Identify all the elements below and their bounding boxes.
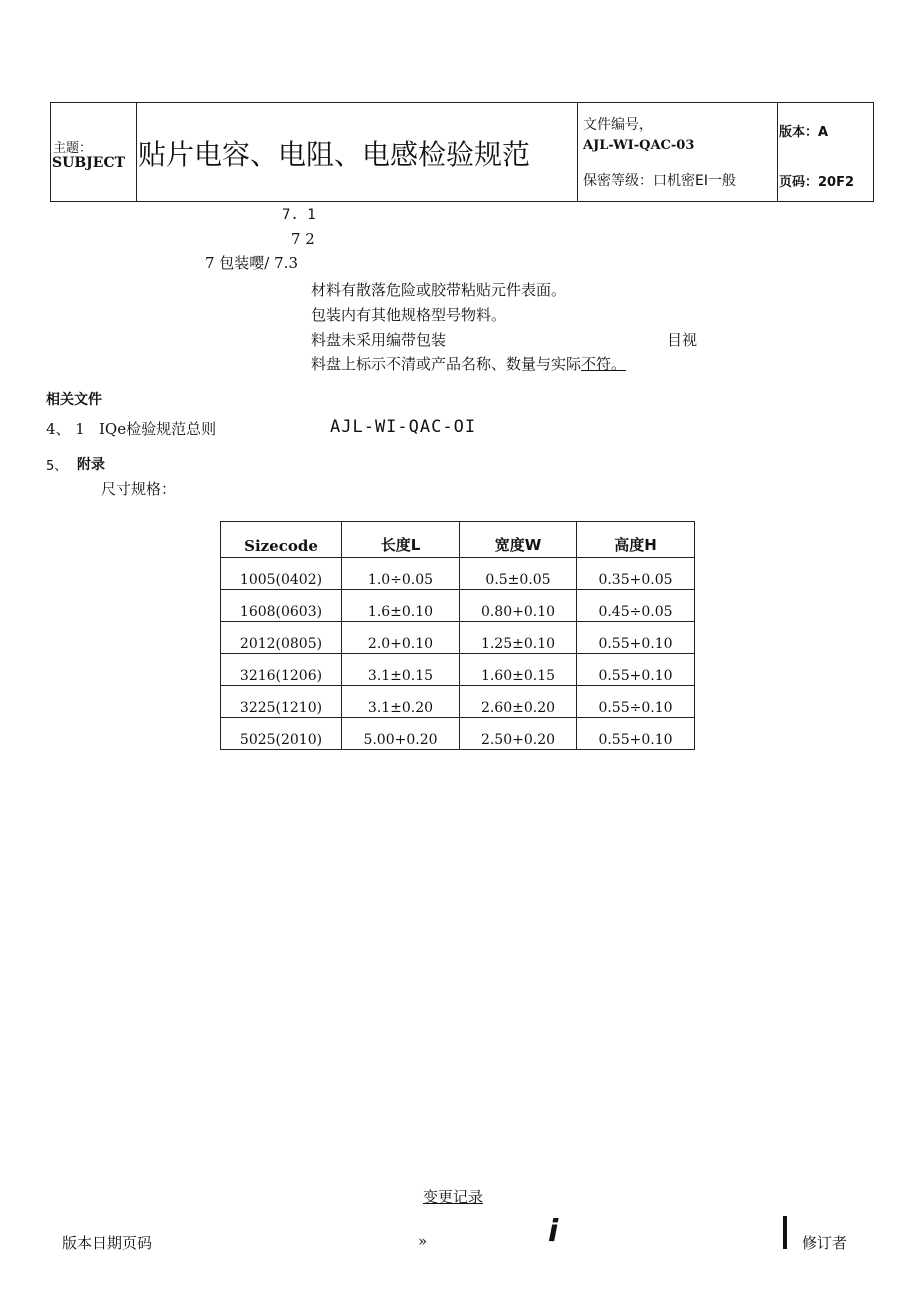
doc-number: AJL-WI-QAC-03: [583, 138, 695, 153]
cell: 1608(0603): [221, 590, 342, 622]
cell: 0.45÷0.05: [577, 590, 695, 622]
table-row: [221, 590, 695, 622]
cell: 3.1±0.15: [342, 654, 460, 686]
cell: 0.55÷0.10: [577, 686, 695, 718]
cell: 2.0+0.10: [342, 622, 460, 654]
footer-reviser: 修订者: [802, 1234, 848, 1252]
size-spec-table: [220, 521, 695, 750]
version: 版本：A: [779, 125, 829, 140]
cell: 0.35+0.05: [577, 558, 695, 590]
cell: 1.25±0.10: [460, 622, 577, 654]
footer-mark: »: [418, 1232, 428, 1250]
footer-version-date-page: 版本日期页码: [62, 1234, 153, 1252]
appendix-sub: 尺寸规格：: [101, 480, 177, 498]
appendix-number: 5、: [46, 459, 68, 474]
cell: 1.60±0.15: [460, 654, 577, 686]
defect-line-4-tail: 不符。: [581, 355, 627, 373]
footer-glyph: i: [548, 1214, 559, 1249]
footer-bar: [783, 1216, 787, 1249]
related-code: AJL-WI-QAC-OI: [330, 417, 477, 437]
change-log-title: 变更记录: [423, 1188, 484, 1206]
defect-line-1: 材料有散落危险或胶带粘贴元件表面。: [311, 281, 567, 299]
header-divider: [577, 103, 578, 201]
table-row: [221, 686, 695, 718]
defect-line-4: [311, 353, 626, 374]
doc-number-label: 文件编号，: [583, 117, 653, 133]
document-header: [50, 102, 874, 202]
inspection-method: 目视: [667, 331, 698, 349]
cell: 0.55+0.10: [577, 718, 695, 750]
related-heading: 相关文件: [46, 392, 102, 408]
table-row: [221, 718, 695, 750]
defect-line-3: 料盘未采用编带包装: [311, 331, 447, 349]
defect-line-2: 包装内有其他规格型号物料。: [311, 306, 507, 324]
section-7-2: 7 2: [291, 230, 315, 248]
page-number: 页码：20F2: [779, 175, 855, 190]
cell: 1005(0402): [221, 558, 342, 590]
cell: 3225(1210): [221, 686, 342, 718]
subject-label-en: SUBJECT: [52, 155, 126, 171]
section-7-3-group: 7 包装嘤/ 7.3: [205, 254, 298, 272]
cell: 0.80+0.10: [460, 590, 577, 622]
related-name: IQe检验规范总则: [99, 420, 217, 438]
header-divider: [777, 103, 778, 201]
table-row: [221, 622, 695, 654]
table-header-row: [221, 522, 695, 558]
cell: 0.55+0.10: [577, 654, 695, 686]
secrecy-level: 保密等级：口机密EI一般: [583, 173, 736, 189]
cell: 1.6±0.10: [342, 590, 460, 622]
appendix-heading: 附录: [77, 457, 105, 473]
header-divider: [136, 103, 137, 201]
table-row: [221, 654, 695, 686]
cell: 0.55+0.10: [577, 622, 695, 654]
cell: 1.0÷0.05: [342, 558, 460, 590]
subject-label-cn: 主题：: [53, 141, 93, 156]
related-number: 4、 1: [46, 420, 85, 438]
col-length: 长度L: [342, 522, 460, 558]
col-sizecode: Sizecode: [221, 522, 342, 558]
cell: 0.5±0.05: [460, 558, 577, 590]
cell: 3.1±0.20: [342, 686, 460, 718]
cell: 3216(1206): [221, 654, 342, 686]
col-width: 宽度W: [460, 522, 577, 558]
col-height: 高度H: [577, 522, 695, 558]
document-title: 贴片电容、电阻、电感检验规范: [138, 138, 531, 171]
cell: 2.60±0.20: [460, 686, 577, 718]
cell: 5.00+0.20: [342, 718, 460, 750]
table-row: [221, 558, 695, 590]
section-7-1: 7. 1: [282, 207, 316, 223]
cell: 2.50+0.20: [460, 718, 577, 750]
defect-line-4-text: 料盘上标示不清或产品名称、数量与实际: [311, 355, 582, 373]
cell: 5025(2010): [221, 718, 342, 750]
cell: 2012(0805): [221, 622, 342, 654]
